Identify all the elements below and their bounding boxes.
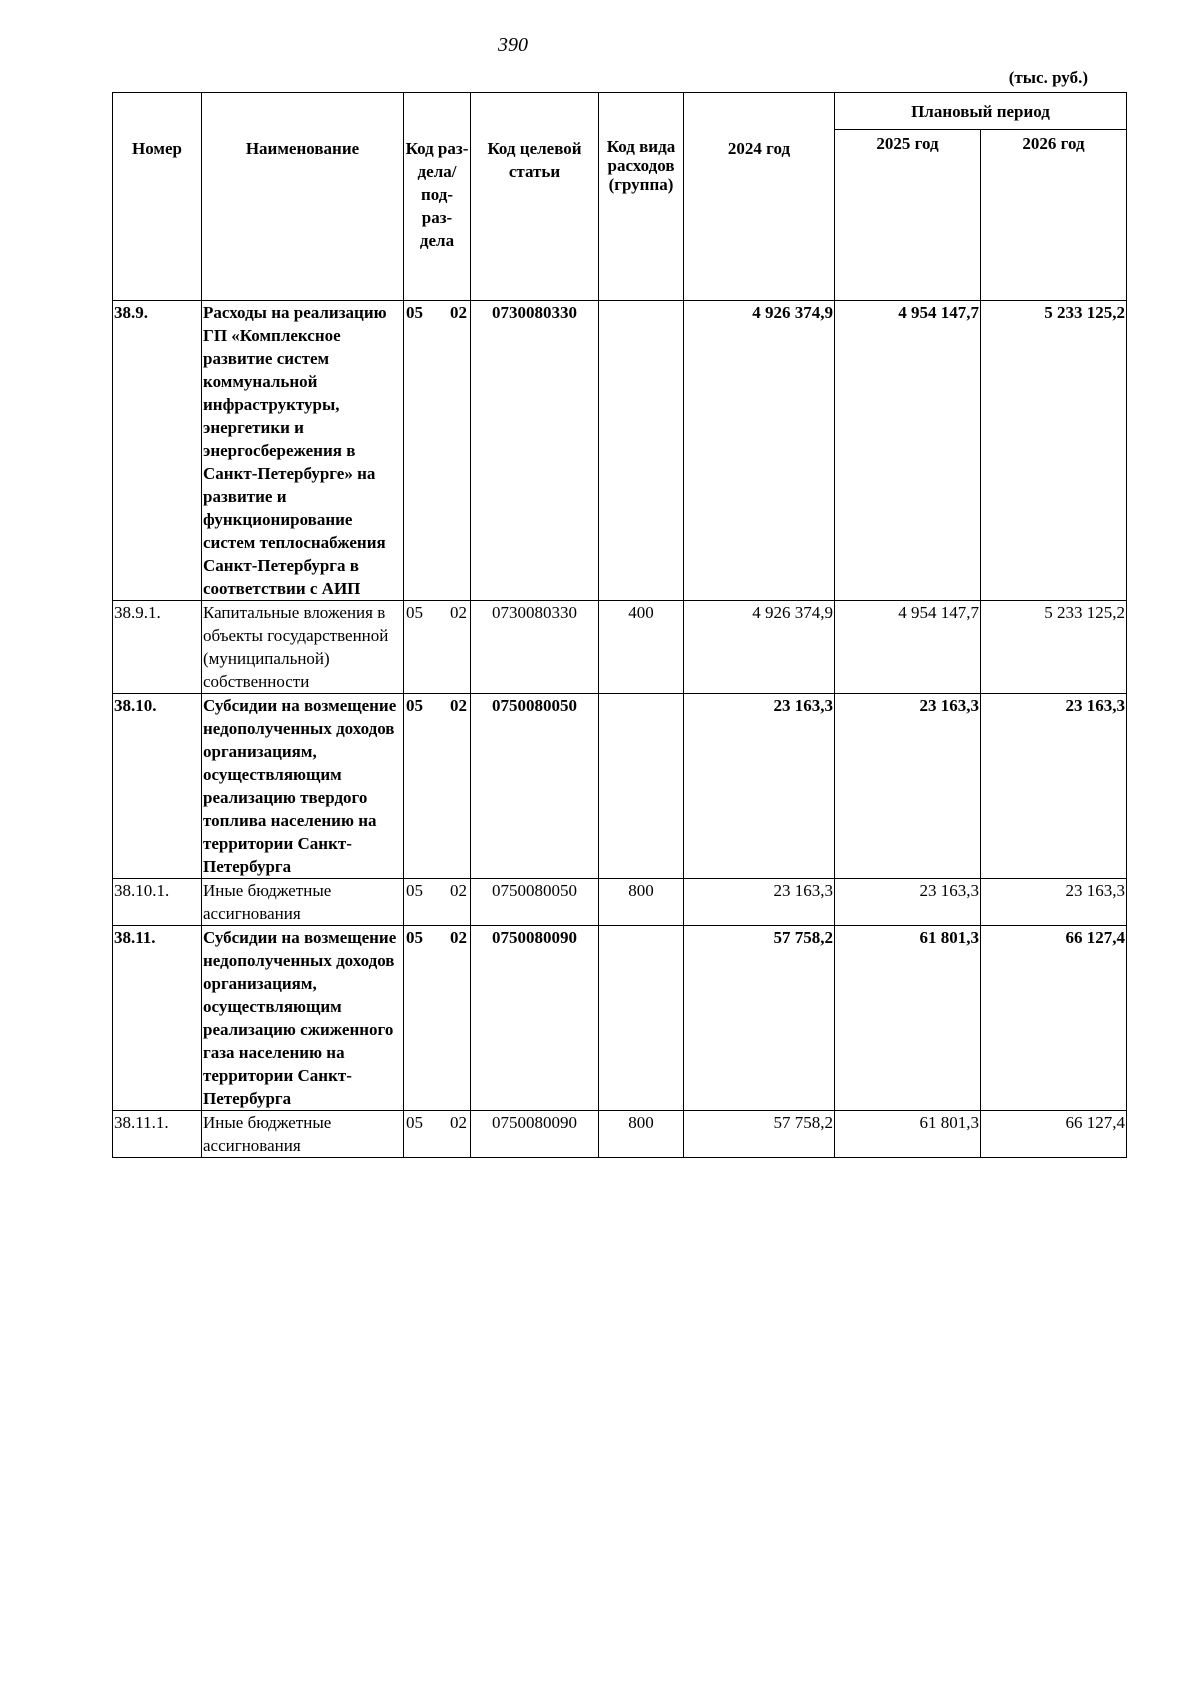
header-2024: 2024 год (684, 93, 835, 301)
row-target-code: 0750080090 (471, 926, 599, 1111)
row-2025: 4 954 147,7 (835, 601, 981, 694)
table-row (113, 926, 1127, 1111)
row-number: 38.10. (113, 694, 202, 879)
row-name: Иные бюджетные ассигнования (202, 1111, 404, 1158)
row-name: Расходы на реализацию ГП «Комплексное развитие систем коммунальной инфраструктуры, энергетики и энергосбережения в Санкт-Петербурге» на развитие и функционирование систем теплоснабжения Санкт-Петербурга в соответствии с АИП (202, 301, 404, 601)
row-section-code (404, 926, 471, 1111)
row-expense-type: 400 (599, 601, 684, 694)
row-2025: 23 163,3 (835, 694, 981, 879)
subsection-code: 02 (450, 928, 467, 947)
section-code: 05 (406, 696, 423, 715)
table-row (113, 1111, 1127, 1158)
row-section-code (404, 694, 471, 879)
header-target: Код целевой статьи (471, 93, 599, 301)
header-2026: 2026 год (981, 130, 1127, 301)
header-2025: 2025 год (835, 130, 981, 301)
section-code: 05 (406, 603, 423, 622)
row-name: Субсидии на возмещение недополученных доходов организациям, осуществляющим реализацию сжиженного газа населению на территории Санкт-Петербурга (202, 926, 404, 1111)
row-expense-type (599, 926, 684, 1111)
row-2024: 23 163,3 (684, 694, 835, 879)
page-number: 390 (498, 34, 528, 56)
table-body (113, 301, 1127, 1158)
row-target-code: 0730080330 (471, 601, 599, 694)
row-target-code: 0750080050 (471, 694, 599, 879)
units-label: (тыс. руб.) (1008, 68, 1088, 87)
row-target-code: 0750080090 (471, 1111, 599, 1158)
subsection-code: 02 (450, 303, 467, 322)
row-expense-type (599, 301, 684, 601)
budget-table (112, 92, 1127, 1158)
row-2026: 5 233 125,2 (981, 301, 1127, 601)
row-number: 38.11. (113, 926, 202, 1111)
row-2026: 66 127,4 (981, 1111, 1127, 1158)
section-code: 05 (406, 881, 423, 900)
row-2024: 4 926 374,9 (684, 301, 835, 601)
header-planned-period: Плановый период (835, 93, 1127, 130)
row-name: Капитальные вложения в объекты государственной (муниципальной) собственности (202, 601, 404, 694)
row-section-code (404, 879, 471, 926)
row-2024: 23 163,3 (684, 879, 835, 926)
row-number: 38.9. (113, 301, 202, 601)
row-expense-type: 800 (599, 1111, 684, 1158)
table-row (113, 301, 1127, 601)
row-number: 38.10.1. (113, 879, 202, 926)
row-2024: 4 926 374,9 (684, 601, 835, 694)
header-name: Наименование (202, 93, 404, 301)
row-2024: 57 758,2 (684, 926, 835, 1111)
subsection-code: 02 (450, 603, 467, 622)
row-2025: 4 954 147,7 (835, 301, 981, 601)
row-2025: 23 163,3 (835, 879, 981, 926)
row-2026: 23 163,3 (981, 879, 1127, 926)
row-number: 38.11.1. (113, 1111, 202, 1158)
row-target-code: 0730080330 (471, 301, 599, 601)
subsection-code: 02 (450, 1113, 467, 1132)
subsection-code: 02 (450, 881, 467, 900)
section-code: 05 (406, 928, 423, 947)
header-row (113, 93, 1127, 130)
header-expense-type: Код вида расходов (группа) (599, 93, 684, 301)
row-2025: 61 801,3 (835, 1111, 981, 1158)
row-section-code (404, 601, 471, 694)
row-2026: 23 163,3 (981, 694, 1127, 879)
row-name: Иные бюджетные ассигнования (202, 879, 404, 926)
row-section-code (404, 1111, 471, 1158)
row-2026: 66 127,4 (981, 926, 1127, 1111)
row-target-code: 0750080050 (471, 879, 599, 926)
header-number: Номер (113, 93, 202, 301)
row-2026: 5 233 125,2 (981, 601, 1127, 694)
row-expense-type (599, 694, 684, 879)
table-row (113, 601, 1127, 694)
row-2024: 57 758,2 (684, 1111, 835, 1158)
table-row (113, 694, 1127, 879)
section-code: 05 (406, 1113, 423, 1132)
row-expense-type: 800 (599, 879, 684, 926)
section-code: 05 (406, 303, 423, 322)
row-name: Субсидии на возмещение недополученных доходов организациям, осуществляющим реализацию твердого топлива населению на территории Санкт-Петербурга (202, 694, 404, 879)
row-section-code (404, 301, 471, 601)
row-number: 38.9.1. (113, 601, 202, 694)
table-row (113, 879, 1127, 926)
header-section: Код раз- дела/ под- раз- дела (404, 93, 471, 301)
row-2025: 61 801,3 (835, 926, 981, 1111)
subsection-code: 02 (450, 696, 467, 715)
